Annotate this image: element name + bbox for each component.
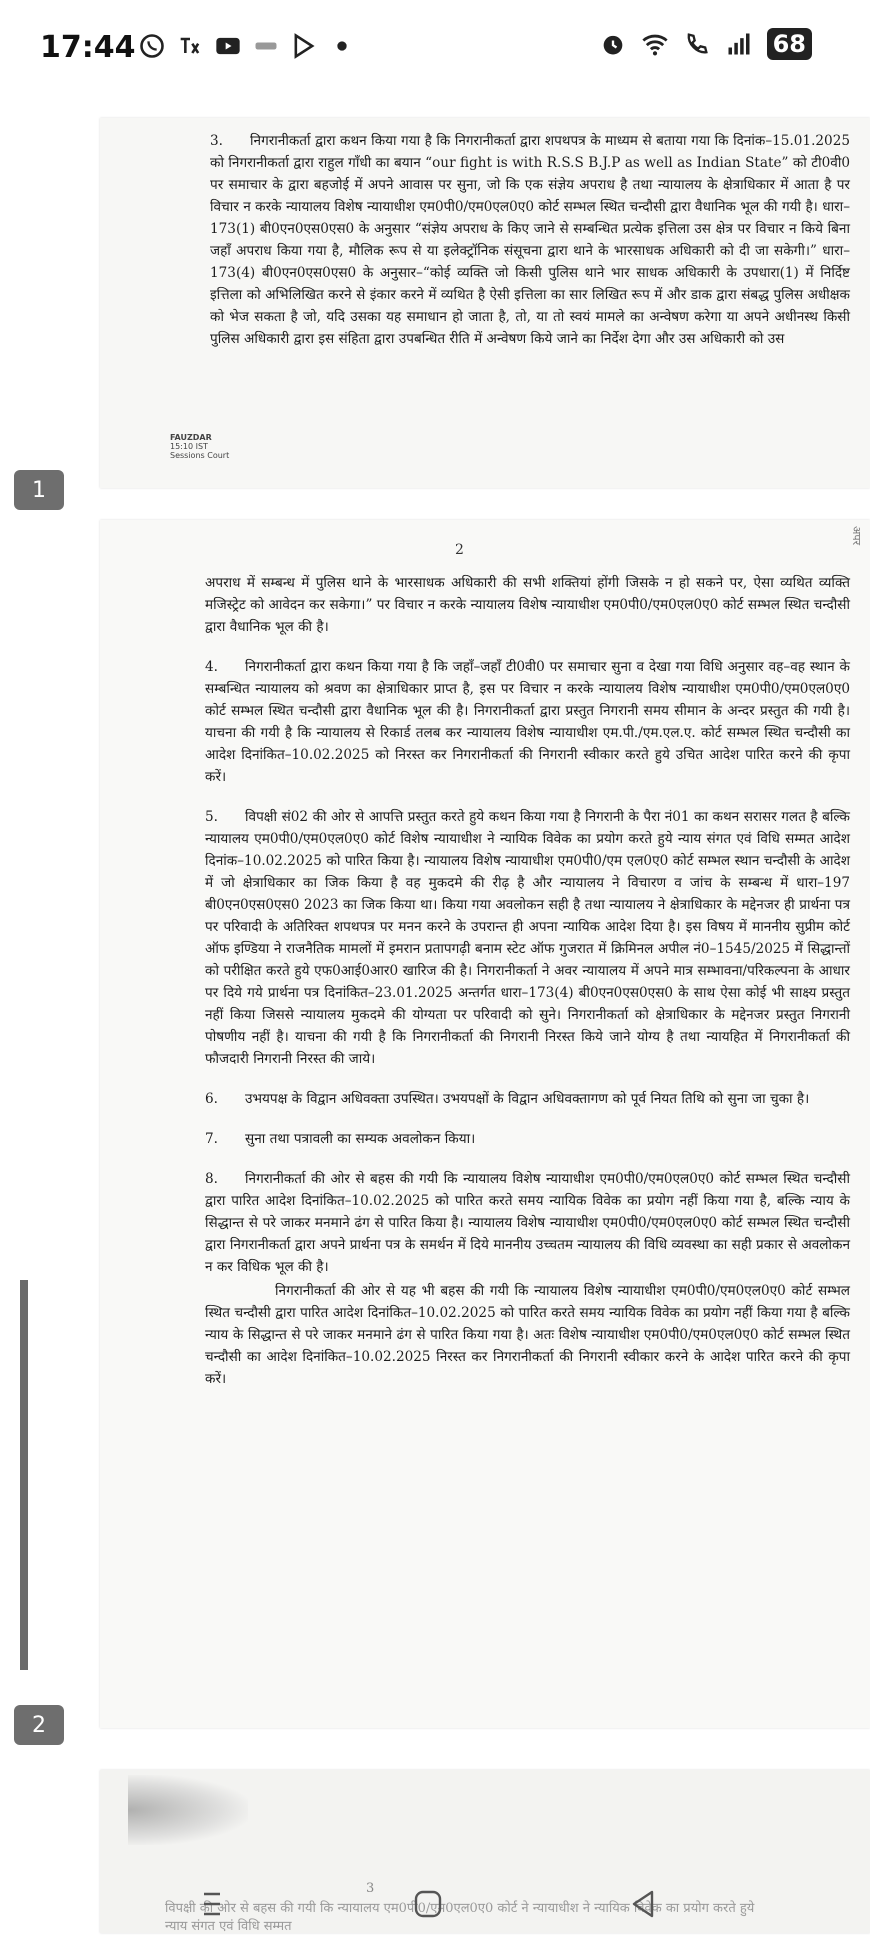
- recent-apps-icon[interactable]: [192, 1884, 232, 1924]
- wifi-icon: [641, 30, 669, 58]
- paragraph-8-continued: [205, 1280, 850, 1390]
- media-icon: [252, 32, 280, 60]
- document-page-2: [100, 520, 870, 1728]
- app-icon: [176, 32, 204, 60]
- paragraph-5: [205, 806, 850, 1070]
- whatsapp-icon: [138, 32, 166, 60]
- scan-edge-strip: [20, 1280, 28, 1670]
- digital-signature-stamp: [170, 433, 280, 481]
- paragraph-number: 5.: [205, 809, 218, 825]
- paragraph-number: 7.: [205, 1131, 218, 1147]
- play-store-icon: [290, 32, 318, 60]
- paragraph-text: उभयपक्ष के विद्वान अधिवक्ता उपस्थित। उभयपक्षों के विद्वान अधिवक्तागण को पूर्व नियत तिथि को सुना जा चुका है।: [245, 1091, 810, 1107]
- page1-body: [210, 130, 850, 368]
- page2-body: [205, 572, 850, 1408]
- paragraph-text: निगरानीकर्ता की ओर से यह भी बहस की गयी कि न्यायालय विशेष न्यायाधीश एम0पी0/एम0एल0ए0 कोर्ट सम्भल स्थित चन्दौसी द्वारा पारित आदेश दिनांकित–10.02.2025 को पारित करते समय न्यायिक विवेक का प्रयोग नहीं किया गया है बल्कि न्याय के सिद्धान्त से परे जाकर मनमाने ढंग से पारित किया गया है। अतः विशेष न्यायाधीश एम0पी0/एम0एल0ए0 कोर्ट सम्भल स्थित चन्दौसी का आदेश दिनांकित–10.02.2025 निरस्त कर निगरानीकर्ता की निगरानी स्वीकार करने के आदेश पारित करने की कृपा करें।: [205, 1283, 850, 1387]
- paragraph-8: [205, 1168, 850, 1278]
- navigation-bar: [0, 1880, 870, 1933]
- document-page-1: [100, 118, 870, 488]
- dot-icon: [328, 32, 356, 60]
- status-time: 17:44: [40, 30, 136, 65]
- intro-paragraph: अपराध में सम्बन्ध में पुलिस थाने के भारसाधक अधिकारी की सभी शक्तियां होंगी जिसके न हो सकने पर, ऐसा व्यथित व्यक्ति मजिस्ट्रेट को आवेदन कर सकेगा।” पर विचार न करके न्यायालय विशेष न्यायाधीश एम0पी0/एम0एल0ए0 कोर्ट सम्भल स्थित चन्दौसी द्वारा वैधानिक भूल की है।: [205, 575, 850, 635]
- page-number: 3: [366, 1881, 375, 1896]
- paragraph-text: विपक्षी सं02 की ओर से आपत्ति प्रस्तुत करते हुये कथन किया गया है निगरानी के पैरा नं01 का कथन सरासर गलत है बल्कि न्यायालय एम0पी0/एम0एल0ए0 कोर्ट विशेष न्यायाधीश ने न्यायिक विवेक का प्रयोग करते हुये न्याय संगत एवं विधि सम्मत आदेश दिनांक–10.02.2025 को पारित किया है। न्यायालय विशेष न्यायाधीश एम0पी0/एम एल0ए0 कोर्ट सम्भल स्थान चन्दौसी के आदेश में जो क्षेत्राधिकार का जिक किया है वह मुकदमे की रीढ़ है और न्यायालय ने विचारण व जांच के सम्बन्ध में धारा–197 बी0एन0एस0एस0 2023 का जिक किया था। किया गया अवलोकन सही है तथा न्यायालय ने क्षेत्राधिकार के मद्देनजर ही प्रार्थना पत्र पर परिवादी के अतिरिक्त शपथपत्र पर मनन करने के उपरान्त ही अपना न्यायिक आदेश दिया है। इस विषय में माननीय सुप्रीम कोर्ट ऑफ इण्डिया ने राजनैतिक मामलों में इमरान प्रतापगढ़ी बनाम स्टेट ऑफ गुजरात में क्रिमिनल अपील नं0–1545/2025 में सिद्धान्तों को परीक्षित करते हुये एफ0आई0आर0 खारिज की है। निगरानीकर्ता ने अवर न्यायालय में अपने मात्र सम्भावना/परिकल्पना के आधार पर दिये गये प्रार्थना पत्र दिनांकित–23.01.2025 अन्तर्गत धारा–173(4) बी0एन0एस0एस0 के साथ ऐसा कोई भी साक्ष्य प्रस्तुत नहीं किया जिससे न्यायालय मुकदमे की योग्यता पर परिवादी को सुने। निगरानीकर्ता को क्षेत्राधिकार के मद्देनजर प्रस्तुत निगरानी पोषणीय नहीं है। याचना की गयी है कि निगरानीकर्ता की निगरानी निरस्त किये जाने योग्य है तथा न्यायहित में निगरानीकर्ता की फौजदारी निगरानी निरस्त की जाये।: [205, 809, 850, 1067]
- call-icon: [683, 30, 711, 58]
- paragraph-number: 3.: [210, 133, 223, 149]
- paragraph-text: सुना तथा पत्रावली का सम्यक अवलोकन किया।: [245, 1131, 476, 1147]
- paragraph-text: निगरानीकर्ता की ओर से बहस की गयी कि न्यायालय विशेष न्यायाधीश एम0पी0/एम0एल0ए0 कोर्ट सम्भल स्थित चन्दौसी द्वारा पारित आदेश दिनांकित–10.02.2025 को पारित करते समय न्यायिक विवेक का प्रयोग नहीं किया गया है, बल्कि न्याय के सिद्धान्त से परे जाकर मनमाने ढंग से पारित किया है। न्यायालय विशेष न्यायाधीश एम0पी0/एम0एल0ए0 कोर्ट सम्भल स्थित चन्दौसी द्वारा निगरानीकर्ता द्वारा अपने प्रार्थना पत्र के समर्थन में दिये माननीय उच्चतम न्यायालय की विधि व्यवस्था का सही प्रकार से अवलोकन न कर विधिक भूल की है।: [205, 1171, 850, 1275]
- stamp-time: 15:10 IST: [170, 442, 208, 451]
- page-number-badge-1: 1: [14, 470, 64, 510]
- paragraph-text: निगरानीकर्ता द्वारा कथन किया गया है कि जहाँ–जहाँ टी0वी0 पर समाचार सुना व देखा गया विधि अनुसार वह–वह स्थान के सम्बन्धित न्यायालय को श्रवण का क्षेत्राधिकार प्राप्त है, इस पर विचार न करके न्यायालय विशेष न्यायाधीश एम0पी0/एम0एल0ए0 कोर्ट सम्भल स्थित चन्दौसी द्वारा वैधानिक भूल की है। निगरानीकर्ता द्वारा प्रस्तुत निगरानी समय सीमान के अन्दर प्रस्तुत की गयी है। याचना की गयी है कि न्यायालय से रिकार्ड तलब कर न्यायालय विशेष न्यायाधीश एम.पी./एम.एल.ए. कोर्ट सम्भल स्थित चन्दौसी का आदेश दिनांकित–10.02.2025 को निरस्त कर निगरानीकर्ता की निगरानी स्वीकार करते हुये उचित आदेश पारित करने की कृपा करें।: [205, 659, 850, 785]
- paragraph-6: [205, 1088, 850, 1110]
- paragraph-number: 4.: [205, 659, 218, 675]
- status-bar: [0, 0, 870, 100]
- page-number: 2: [455, 542, 464, 558]
- margin-note: अपर: [850, 526, 863, 546]
- alarm-icon: [599, 30, 627, 58]
- status-left-icons: [138, 32, 356, 60]
- scan-smudge: [128, 1775, 248, 1845]
- back-icon[interactable]: [624, 1884, 664, 1924]
- paragraph-text: निगरानीकर्ता द्वारा कथन किया गया है कि निगरानीकर्ता द्वारा शपथपत्र के माध्यम से बताया गया कि दिनांक–15.01.2025 को निगरानीकर्ता द्वारा राहुल गाँधी का बयान “our fight is with R.S.S B.J.P as well as Indian State” को टी0वी0 पर समाचार के द्वारा बहजोई में अपने आवास पर सुना, जो कि एक संज्ञेय अपराध है तथा न्यायालय के क्षेत्राधिकार में आता है पर विचार न करके न्यायालय विशेष न्यायाधीश एम0पी0/एम0एल0ए0 कोर्ट सम्भल स्थित चन्दौसी द्वारा वैधानिक भूल की गयी है। धारा–173(1) बी0एन0एस0एस0 के अनुसार “संज्ञेय अपराध के किए जाने से सम्बन्धित प्रत्येक इत्तिला उस क्षेत्र पर विचार न किये बिना जहाँ अपराध किया गया है, मौलिक रूप से या इलेक्ट्रॉनिक संसूचना द्वारा थाने के भारसाधक अधिकारी को दी जा सकेगी।” धारा–173(4) बी0एन0एस0एस0 के अनुसार–“कोई व्यक्ति जो किसी पुलिस थाने भार साधक अधिकारी के उपधारा(1) में निर्दिष्ट इत्तिला को अभिलिखित करने से इंकार करने में व्यथित है ऐसी इत्तिला का सार लिखित रूप में और डाक द्वारा संबद्ध पुलिस अधीक्षक को भेज सकता है जो, यदि उसका यह समाधान हो जाता है, तो, या तो स्वयं मामले का अन्वेषण करेगा या अपने अधीनस्थ किसी पुलिस अधिकारी द्वारा इस संहिता द्वारा उपबन्धित रीति में अन्वेषण किये जाने का निर्देश देगा और उस अधिकारी को उस: [210, 133, 850, 347]
- paragraph-3: [210, 130, 850, 350]
- paragraph-number: 6.: [205, 1091, 218, 1107]
- signal-icon: [725, 30, 753, 58]
- paragraph-4: [205, 656, 850, 788]
- stamp-court: Sessions Court: [170, 451, 230, 460]
- battery-indicator: 68: [767, 28, 812, 60]
- page-number-badge-2: 2: [14, 1705, 64, 1745]
- stamp-name: FAUZDAR: [170, 433, 212, 442]
- paragraph-number: 8.: [205, 1171, 218, 1187]
- home-icon[interactable]: [408, 1884, 448, 1924]
- paragraph-7: [205, 1128, 850, 1150]
- page3-body: विपक्षी की ओर से बहस की गयी कि न्यायालय एम0पी0/एम0एल0ए0 कोर्ट ने न्यायाधीश ने न्यायिक विवेक का प्रयोग करते हुये न्याय संगत एवं विधि सम्मत: [165, 1901, 755, 1934]
- youtube-icon: [214, 32, 242, 60]
- status-right-icons: [599, 28, 812, 60]
